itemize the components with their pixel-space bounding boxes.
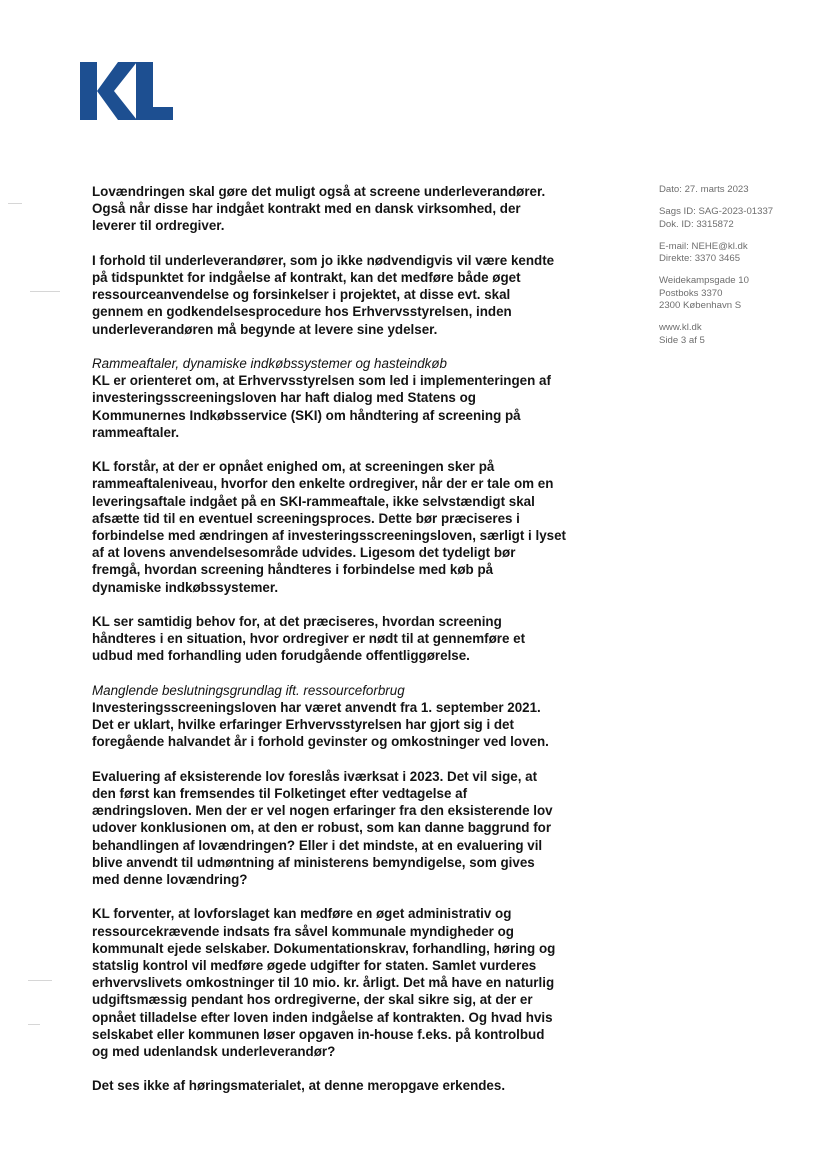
section-block <box>92 355 562 441</box>
paragraph <box>92 768 562 888</box>
text-line: KL forventer, at lovforslaget kan medføre en øget administrativ og <box>92 906 512 922</box>
text-line: ressourceanvendelse og forsinkelser i projektet, at disse evt. skal <box>92 287 511 303</box>
section-heading: Rammeaftaler, dynamiske indkøbssystemer og hasteindkøb <box>92 356 448 371</box>
address-group <box>659 275 819 312</box>
letter-body <box>92 183 567 1112</box>
document-metadata-sidebar <box>659 184 819 357</box>
web-line: www.kl.dk <box>659 322 702 334</box>
date-line: Dato: 27. marts 2023 <box>659 184 749 195</box>
contact-group <box>659 241 819 266</box>
paragraph <box>92 252 562 338</box>
scan-speck <box>8 203 22 204</box>
paragraph <box>92 905 562 1060</box>
text-line: statslig kontrol vil medføre øgede udgifter for staten. Samlet vurderes <box>92 958 537 974</box>
web-group <box>659 322 819 347</box>
id-group <box>659 206 819 231</box>
paragraph <box>92 613 562 665</box>
page-number-line: Side 3 af 5 <box>659 334 705 346</box>
text-line: på tidspunktet for indgåelse af kontrakt, kan det medføre både øget <box>92 270 521 285</box>
text-line: den først kan fremsendes til Folketinget efter vedtagelse af <box>92 786 468 802</box>
logo-letter-k <box>80 62 137 120</box>
kl-logo <box>80 62 173 120</box>
text-line: underleverandøren må begynde at levere sine ydelser. <box>92 321 438 337</box>
address-line: Postboks 3370 <box>659 287 723 299</box>
text-line: ændringsloven. Men der er vel nogen erfaringer fra den eksisterende lov <box>92 803 553 819</box>
date-group <box>659 184 819 196</box>
text-line: gennem en godkendelsesprocedure hos Erhvervsstyrelsen, inden <box>92 304 512 320</box>
email-line: E-mail: NEHE@kl.dk <box>659 240 748 252</box>
dok-id-line: Dok. ID: 3315872 <box>659 218 734 230</box>
text-line: Evaluering af eksisterende lov foreslås iværksat i 2023. Det vil sige, at <box>92 768 538 784</box>
address-line: Weidekampsgade 10 <box>659 275 749 287</box>
text-line: Lovændringen skal gøre det muligt også at screene underleverandører. <box>92 184 546 199</box>
text-line: blive anvendt til udmøntning af ministerens bemyndigelse, som gives <box>92 854 535 870</box>
text-line: dynamiske indkøbssystemer. <box>92 579 279 595</box>
text-line: KL er orienteret om, at Erhvervsstyrelsen som led i implementeringen af <box>92 373 551 389</box>
logo-letter-l <box>136 62 173 120</box>
text-line: udgiftsmæssig pendant hos ordregiverne, der skal sikre sig, at der er <box>92 992 533 1008</box>
text-line: KL forstår, at der er opnået enighed om, at screeningen sker på <box>92 459 495 475</box>
text-line: leverer til ordregiver. <box>92 218 225 234</box>
text-line: Kommunernes Indkøbsservice (SKI) om håndtering af screening på <box>92 407 521 423</box>
address-line: 2300 København S <box>659 300 742 312</box>
text-line: håndteres i en situation, hvor ordregiver er nødt til at gennemføre et <box>92 631 526 647</box>
paragraph <box>92 1077 562 1094</box>
scan-speck <box>30 291 60 292</box>
text-line: foregående halvandet år i forhold gevinster og omkostninger ved loven. <box>92 734 549 750</box>
section-block <box>92 682 562 751</box>
text-line: I forhold til underleverandører, som jo ikke nødvendigvis vil være kendte <box>92 252 555 268</box>
text-line: kommunalt ejede selskaber. Dokumentationskrav, forhandling, høring og <box>92 940 556 956</box>
scan-speck <box>28 1024 40 1025</box>
text-line: investeringsscreeningsloven har haft dialog med Statens og <box>92 390 476 406</box>
text-line: og med udenlandsk underleverandør? <box>92 1044 336 1060</box>
text-line: rammeaftaleniveau, hvorfor den enkelte ordregiver, når der er tale om en <box>92 476 554 492</box>
sags-id-line: Sags ID: SAG-2023-01337 <box>659 206 774 218</box>
text-line: behandlingen af lovændringen? Eller i det mindste, at en evaluering vil <box>92 837 543 853</box>
text-line: erhvervslivets omkostninger til 10 mio. kr. årligt. Det må have en naturlig <box>92 975 555 991</box>
text-line: rammeaftaler. <box>92 424 180 440</box>
text-line: fremgå, hvordan screening håndteres i forbindelse med køb på <box>92 562 494 578</box>
paragraph <box>92 458 567 596</box>
paragraph <box>92 183 562 235</box>
text-line: udbud med forhandling uden forudgående offentliggørelse. <box>92 648 470 664</box>
text-line: ressourcekrævende indsats fra såvel kommunale myndigheder og <box>92 923 514 939</box>
text-line: Også når disse har indgået kontrakt med en dansk virksomhed, der <box>92 201 521 217</box>
text-line: KL ser samtidig behov for, at det præciseres, hvordan screening <box>92 614 502 630</box>
text-line: med denne lovændring? <box>92 872 248 888</box>
text-line: afsætte tid til en eventuel screeningsproces. Dette bør præciseres i <box>92 510 520 526</box>
direkte-line: Direkte: 3370 3465 <box>659 253 741 265</box>
paragraph <box>92 699 562 751</box>
text-line: af at lovens anvendelsesområde udvides. Ligesom det tydeligt bør <box>92 545 516 561</box>
text-line: Det er uklart, hvilke erfaringer Erhvervsstyrelsen har gjort sig i det <box>92 717 514 733</box>
section-heading: Manglende beslutningsgrundlag ift. ressourceforbrug <box>92 682 405 698</box>
text-line: selskabet eller kommunen løser opgaven in-house f.eks. på kontrolbud <box>92 1026 545 1042</box>
text-line: udover konklusionen om, at den er robust, som kan danne baggrund for <box>92 820 552 836</box>
text-line: forbindelse med ændringen af investeringsscreeningsloven, særligt i lyset <box>92 528 567 544</box>
text-line: opnået tilladelse efter loven inden indgåelse af kontrakten. Og hvad hvis <box>92 1009 553 1025</box>
paragraph <box>92 372 562 441</box>
text-line: leveringsaftale indgået på en SKI-rammeaftale, ikke selvstændigt skal <box>92 493 535 509</box>
text-line: Investeringsscreeningsloven har været anvendt fra 1. september 2021. <box>92 700 541 716</box>
text-line: Det ses ikke af høringsmaterialet, at denne meropgave erkendes. <box>92 1078 506 1094</box>
scan-speck <box>28 980 52 981</box>
